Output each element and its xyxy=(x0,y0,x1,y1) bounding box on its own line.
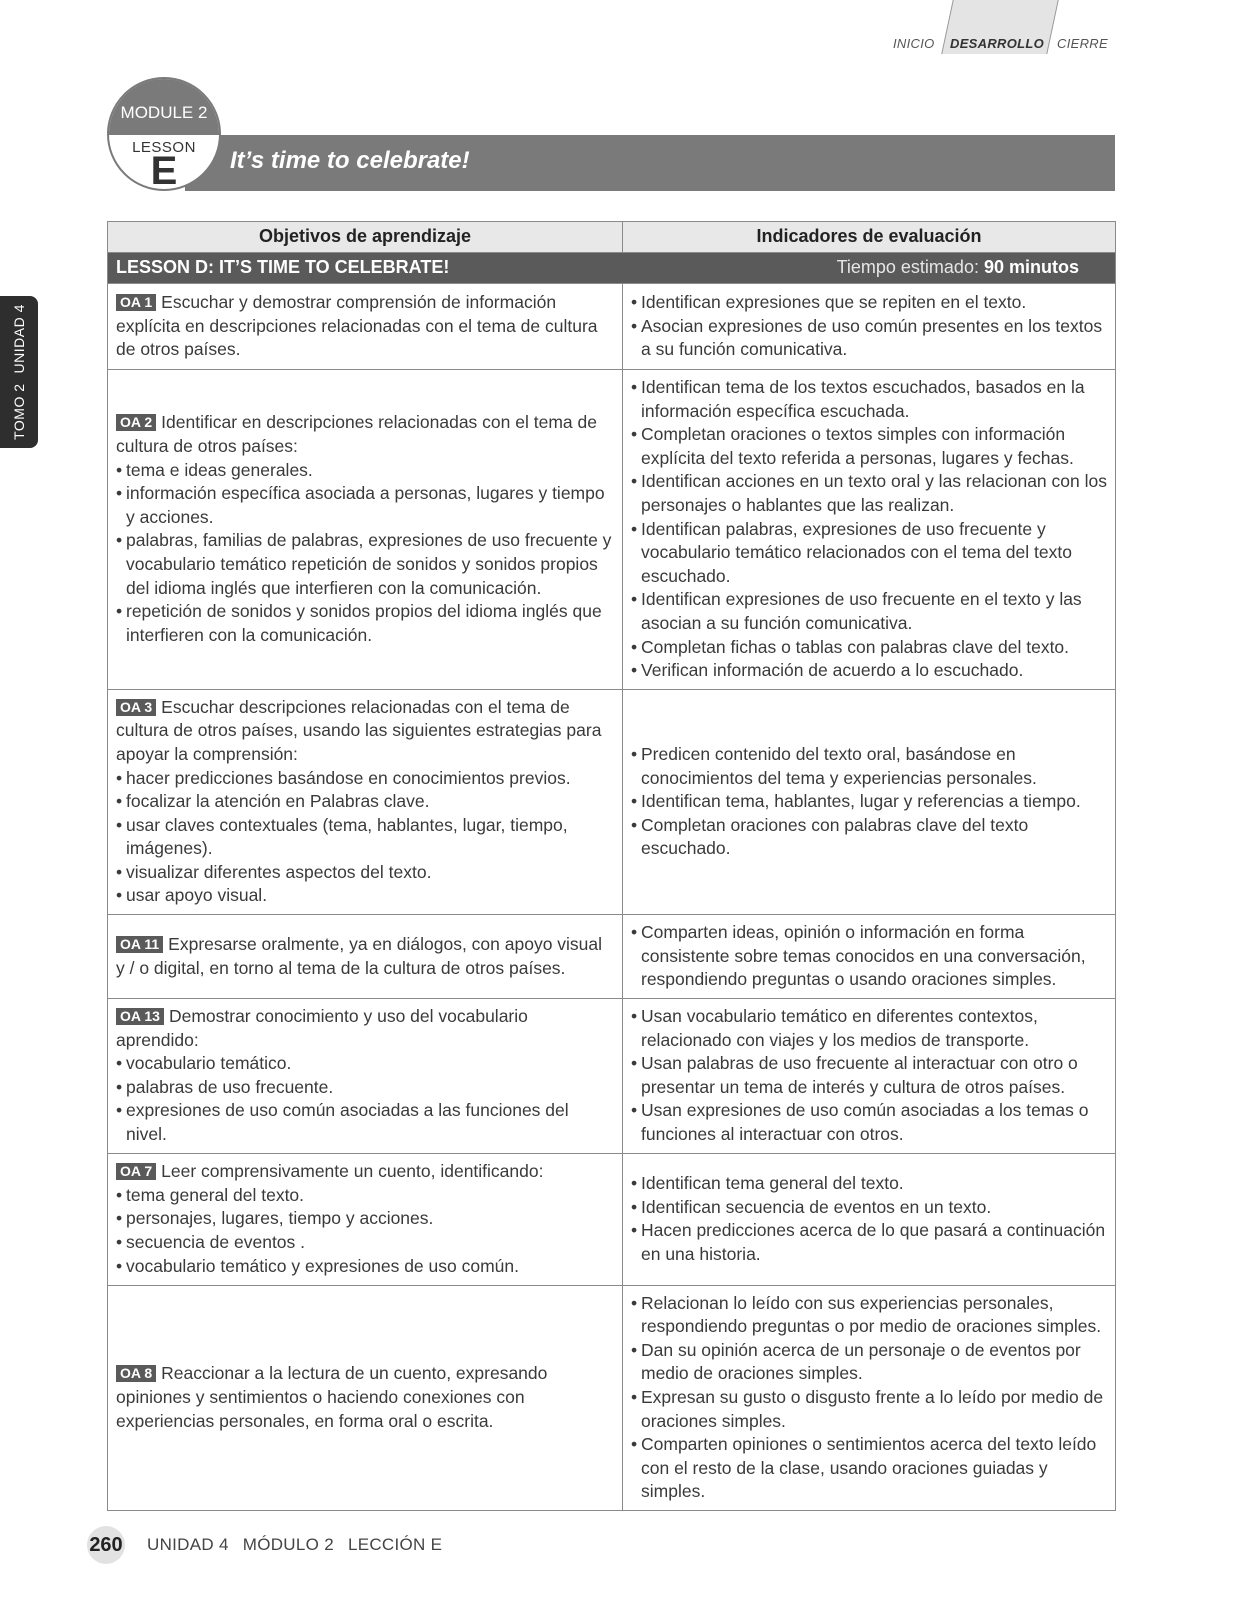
indicator-list xyxy=(631,376,1107,683)
objective-bullet: • vocabulario temático. xyxy=(116,1052,614,1076)
lesson-row-cell xyxy=(108,253,1116,284)
indicator-item: • Relacionan lo leído con sus experiencias personales, respondiendo preguntas o por medio de oraciones simples. xyxy=(631,1292,1107,1339)
indicator-cell xyxy=(623,999,1116,1154)
indicator-item: • Identifican palabras, expresiones de uso frecuente y vocabulario temático relacionados con el tema del texto escuchado. xyxy=(631,518,1107,589)
objective-bullet: • expresiones de uso común asociadas a las funciones del nivel. xyxy=(116,1099,614,1146)
table-row xyxy=(108,284,1116,370)
objective-paragraph xyxy=(116,933,614,980)
objective-text: Escuchar descripciones relacionadas con el tema de cultura de otros países, usando las siguientes estrategias para apoyar la comprensión: xyxy=(116,696,602,764)
table-row xyxy=(108,370,1116,690)
indicator-item: • Predicen contenido del texto oral, basándose en conocimientos del tema y experiencias personales. xyxy=(631,743,1107,790)
footer-leccion: LECCIÓN E xyxy=(347,1535,443,1554)
objective-bullet: • tema general del texto. xyxy=(116,1184,614,1208)
section-nav xyxy=(885,0,1125,60)
lesson-letter: E xyxy=(150,149,178,191)
indicator-item: • Dan su opinión acerca de un personaje o de eventos por medio de oraciones simples. xyxy=(631,1339,1107,1386)
side-tab-unidad: UNIDAD 4 xyxy=(11,304,27,374)
indicator-cell xyxy=(623,915,1116,999)
table-row xyxy=(108,1153,1116,1285)
lesson-row xyxy=(108,253,1116,284)
page-number: 260 xyxy=(87,1526,125,1564)
table-row xyxy=(108,915,1116,999)
objective-cell xyxy=(108,999,623,1154)
objective-bullet: • usar claves contextuales (tema, hablantes, lugar, tiempo, imágenes). xyxy=(116,814,614,861)
objective-cell xyxy=(108,1153,623,1285)
table-row xyxy=(108,689,1116,914)
indicator-item: • Asocian expresiones de uso común presentes en los textos a su función comunicativa. xyxy=(631,315,1107,362)
objective-paragraph xyxy=(116,1160,614,1184)
page-footer xyxy=(147,1535,456,1555)
objective-bullet: • información específica asociada a personas, lugares y tiempo y acciones. xyxy=(116,482,614,529)
objectives-table xyxy=(107,221,1116,1511)
indicator-list xyxy=(631,1172,1107,1266)
objective-bullet-list xyxy=(116,1052,614,1146)
objective-text: Expresarse oralmente, ya en diálogos, con apoyo visual y / o digital, en torno al tema de la cultura de otros países. xyxy=(116,933,603,978)
objective-bullet: • focalizar la atención en Palabras clave. xyxy=(116,790,614,814)
oa-code-badge: OA 11 xyxy=(116,936,163,953)
objective-bullet-list xyxy=(116,459,614,648)
objective-bullet: • hacer predicciones basándose en conocimientos previos. xyxy=(116,767,614,791)
indicator-item: • Completan fichas o tablas con palabras clave del texto. xyxy=(631,636,1107,660)
indicator-item: • Comparten ideas, opinión o información en forma consistente sobre temas conocidos en una conversación, respondiendo preguntas o usando oraciones simples. xyxy=(631,921,1107,992)
objective-bullet: • tema e ideas generales. xyxy=(116,459,614,483)
table-row xyxy=(108,999,1116,1154)
indicator-list xyxy=(631,743,1107,861)
indicator-cell xyxy=(623,284,1116,370)
oa-code-badge: OA 2 xyxy=(116,414,156,431)
col-header-indicadores: Indicadores de evaluación xyxy=(623,222,1116,253)
objective-text: Escuchar y demostrar comprensión de información explícita en descripciones relacionadas con el tema de cultura de otros países. xyxy=(116,292,598,360)
footer-unidad: UNIDAD 4 xyxy=(147,1535,229,1554)
objective-cell xyxy=(108,1285,623,1510)
indicator-item: • Hacen predicciones acerca de lo que pasará a continuación en una historia. xyxy=(631,1219,1107,1266)
objective-bullet: • usar apoyo visual. xyxy=(116,884,614,908)
objective-text: Identificar en descripciones relacionadas con el tema de cultura de otros países: xyxy=(116,412,597,456)
nav-cierre: CIERRE xyxy=(1057,36,1108,51)
objective-paragraph xyxy=(116,1362,614,1433)
objective-bullet: • visualizar diferentes aspectos del texto. xyxy=(116,861,614,885)
estimated-time xyxy=(837,256,1079,280)
objective-bullet: • vocabulario temático y expresiones de uso común. xyxy=(116,1255,614,1279)
col-header-objetivos: Objetivos de aprendizaje xyxy=(108,222,623,253)
indicator-item: • Identifican expresiones que se repiten en el texto. xyxy=(631,291,1107,315)
indicator-item: • Verifican información de acuerdo a lo escuchado. xyxy=(631,659,1107,683)
objective-text: Leer comprensivamente un cuento, identificando: xyxy=(161,1161,544,1182)
indicator-cell xyxy=(623,370,1116,690)
footer-modulo: MÓDULO 2 xyxy=(242,1535,334,1554)
oa-code-badge: OA 13 xyxy=(116,1008,164,1025)
indicator-cell xyxy=(623,1285,1116,1510)
indicator-item: • Identifican tema, hablantes, lugar y referencias a tiempo. xyxy=(631,790,1107,814)
indicator-cell xyxy=(623,689,1116,914)
indicator-item: • Usan expresiones de uso común asociadas a los temas o funciones al interactuar con otros. xyxy=(631,1099,1107,1146)
table-row xyxy=(108,1285,1116,1510)
indicator-item: • Identifican tema de los textos escuchados, basados en la información específica escuchada. xyxy=(631,376,1107,423)
objective-paragraph xyxy=(116,411,614,458)
objective-bullet: • personajes, lugares, tiempo y acciones. xyxy=(116,1207,614,1231)
side-tab xyxy=(0,296,38,448)
indicator-item: • Identifican secuencia de eventos en un texto. xyxy=(631,1196,1107,1220)
indicator-item: • Completan oraciones o textos simples con información explícita del texto referida a personas, lugares y fechas. xyxy=(631,423,1107,470)
lesson-title: It’s time to celebrate! xyxy=(230,147,470,174)
objective-bullet: • repetición de sonidos y sonidos propios del idioma inglés que interfieren con la comunicación. xyxy=(116,600,614,647)
lesson-word: LESSON xyxy=(132,139,196,156)
objective-bullet: • palabras de uso frecuente. xyxy=(116,1076,614,1100)
module-label: MODULE 2 xyxy=(120,103,208,122)
side-tab-tomo: TOMO 2 xyxy=(11,383,27,440)
oa-code-badge: OA 1 xyxy=(116,294,156,311)
table-header-row xyxy=(108,222,1116,253)
nav-desarrollo: DESARROLLO xyxy=(950,36,1044,51)
indicator-item: • Identifican expresiones de uso frecuente en el texto y las asocian a su función comunicativa. xyxy=(631,588,1107,635)
objective-bullet: • palabras, familias de palabras, expresiones de uso frecuente y vocabulario temático repetición de sonidos y sonidos propios del idioma inglés que interfieren con la comunicación. xyxy=(116,529,614,600)
oa-code-badge: OA 7 xyxy=(116,1163,156,1180)
indicator-item: • Usan palabras de uso frecuente al interactuar con otro o presentar un tema de interés y cultura de otros países. xyxy=(631,1052,1107,1099)
indicator-item: • Identifican acciones en un texto oral y las relacionan con los personajes o hablantes que las realizan. xyxy=(631,470,1107,517)
objective-paragraph xyxy=(116,696,614,767)
indicator-list xyxy=(631,1292,1107,1504)
indicator-item: • Completan oraciones con palabras clave del texto escuchado. xyxy=(631,814,1107,861)
estimated-time-label: Tiempo estimado: xyxy=(836,257,984,278)
objective-cell xyxy=(108,689,623,914)
objective-text: Demostrar conocimiento y uso del vocabulario aprendido: xyxy=(116,1006,528,1050)
indicator-list xyxy=(631,1005,1107,1147)
oa-code-badge: OA 8 xyxy=(116,1365,156,1382)
nav-inicio: INICIO xyxy=(893,36,935,51)
objective-paragraph xyxy=(116,1005,614,1052)
indicator-item: • Comparten opiniones o sentimientos acerca del texto leído con el resto de la clase, usando oraciones guiadas y simples. xyxy=(631,1433,1107,1504)
objective-cell xyxy=(108,284,623,370)
objective-cell xyxy=(108,915,623,999)
objective-bullet: • secuencia de eventos . xyxy=(116,1231,614,1255)
objective-bullet-list xyxy=(116,1184,614,1278)
objective-text: Reaccionar a la lectura de un cuento, expresando opiniones y sentimientos o haciendo conexiones con experiencias personales, en forma oral o escrita. xyxy=(116,1363,548,1431)
estimated-time-value: 90 minutos xyxy=(983,257,1079,278)
indicator-item: • Expresan su gusto o disgusto frente a lo leído por medio de oraciones simples. xyxy=(631,1386,1107,1433)
objective-cell xyxy=(108,370,623,690)
indicator-item: • Identifican tema general del texto. xyxy=(631,1172,1107,1196)
indicator-list xyxy=(631,921,1107,992)
lesson-title-bar xyxy=(185,135,1115,191)
indicator-list xyxy=(631,291,1107,362)
indicator-cell xyxy=(623,1153,1116,1285)
indicator-item: • Usan vocabulario temático en diferentes contextos, relacionado con viajes y los medios de transporte. xyxy=(631,1005,1107,1052)
objective-bullet-list xyxy=(116,767,614,909)
lesson-row-label: LESSON D: IT’S TIME TO CELEBRATE! xyxy=(116,257,450,278)
oa-code-badge: OA 3 xyxy=(116,699,156,716)
module-lesson-badge xyxy=(107,77,221,191)
objective-paragraph xyxy=(116,291,614,362)
